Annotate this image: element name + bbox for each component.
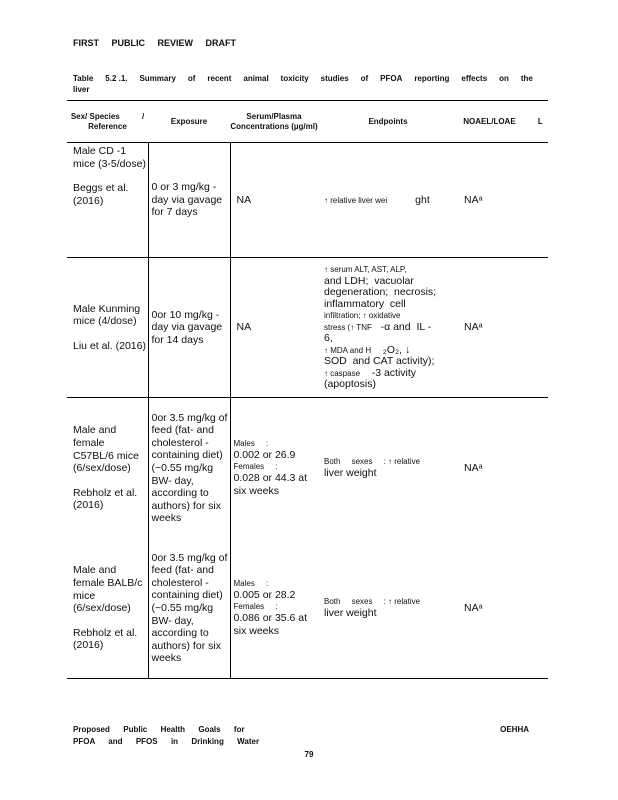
endpoints-cell: ↑ relative liver wei ght (324, 193, 430, 206)
species-cell: Male Kunming mice (4/dose) Liu et al. (2016) (67, 258, 148, 398)
header-serum: Serum/Plasma Concentrations (µg/ml) (230, 111, 318, 131)
exposure-cell: 0or 10 mg/kg -day via gavage for 14 days (148, 258, 230, 398)
header-endpoints: Endpoints (368, 116, 408, 126)
document-header: FIRST PUBLIC REVIEW DRAFT (73, 38, 237, 48)
table-header-row (67, 101, 548, 143)
page-number: 79 (304, 750, 314, 759)
noael-cell: NAᵃ (464, 193, 483, 206)
footer-line-1: Proposed Public Health Goals for (73, 725, 245, 734)
exposure-cell: 0 or 3 mg/kg -day via gavage for 7 days (148, 143, 230, 258)
exposure-cell: 0or 3.5 mg/kg of feed (fat- and cholesterol - containing diet) (~0.55 mg/kg BW- day, according to authors) for six weeks (148, 539, 230, 679)
noael-cell: NAᵃ (464, 461, 483, 474)
serum-cell: NA (236, 193, 252, 206)
noael-cell: NAᵃ (464, 601, 483, 614)
table-row (67, 143, 548, 258)
footer-line-2: PFOA and PFOS in Drinking Water (73, 737, 260, 746)
noael-cell: NAᵃ (464, 321, 483, 334)
species-cell: Male CD -1 mice (3-5/dose) Beggs et al. (2016) (67, 143, 148, 258)
header-exposure: Exposure (170, 116, 208, 126)
exposure-cell: 0or 3.5 mg/kg of feed (fat- and cholesterol - containing diet) (~0.55 mg/kg BW- day, according to authors) for six weeks (148, 398, 230, 539)
liver-toxicity-table (67, 100, 548, 679)
table-row (67, 539, 548, 679)
endpoints-cell: Both sexes : ↑ relative liver weight (324, 596, 421, 619)
serum-cell: Males : 0.005 or 28.2 Females : 0.086 or 35.6 at six weeks (233, 579, 308, 637)
header-noael: NOAEL/LOAE L (463, 116, 543, 126)
serum-cell: NA (236, 321, 252, 334)
table-caption (73, 73, 533, 95)
caption-line-2: liver (73, 85, 90, 94)
serum-cell: Males : 0.002 or 26.9 Females : 0.028 or 44.3 at six weeks (233, 439, 308, 497)
table-row (67, 258, 548, 398)
table-row (67, 398, 548, 539)
endpoints-cell: Both sexes : ↑ relative liver weight (324, 456, 421, 479)
species-cell: Male and female C57BL/6 mice (6/sex/dose) Rebholz et al. (2016) (67, 398, 148, 539)
species-cell: Male and female BALB/c mice (6/sex/dose) Rebholz et al. (2016) (67, 539, 148, 679)
endpoints-cell: ↑ serum ALT, AST, ALP, and LDH; vacuolar degeneration; necrosis; inflammatory cell infiltration; ↑ oxidative stress (↑ TNF -α and IL - 6, ↑ MDA and H ₂O₂, ↓ SOD and CAT activity); ↑ caspase -3 activity (apoptosis) (324, 265, 437, 391)
document-footer (73, 724, 533, 748)
caption-line-1: Table 5.2 .1. Summary of recent animal toxicity studies of PFOA reporting effects on the (73, 74, 533, 83)
header-species: Sex/ Species / Reference (70, 111, 147, 131)
footer-agency: OEHHA (500, 725, 529, 734)
